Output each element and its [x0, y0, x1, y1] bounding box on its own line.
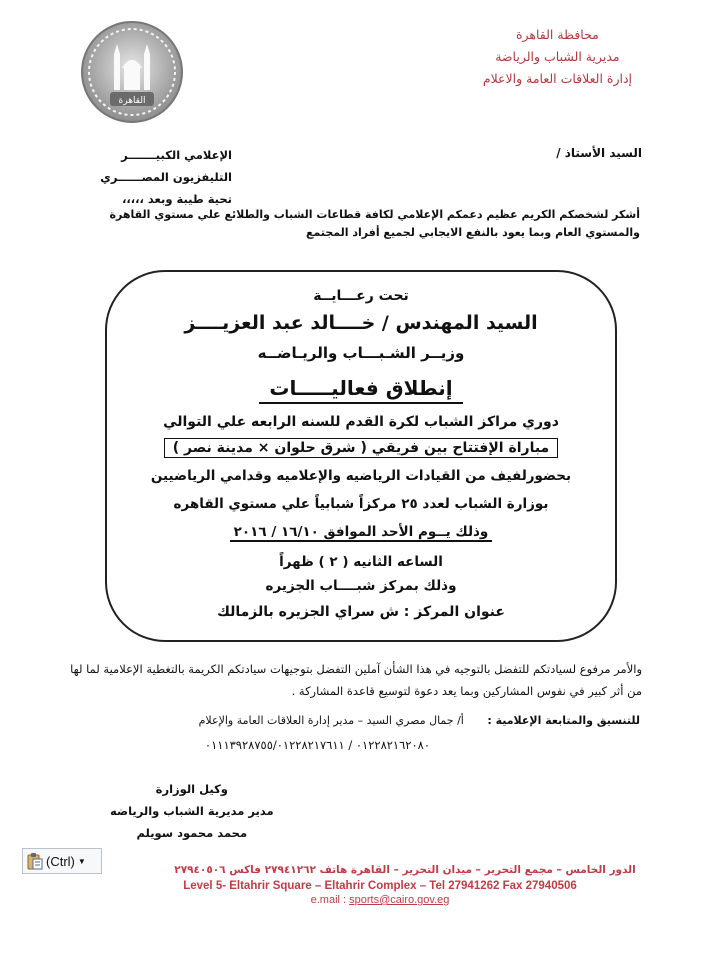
coordination-contact: أ/ جمال مصري السيد – مدير إدارة العلاقات العامة والإعلام — [198, 714, 464, 727]
directorate-name: مديرية الشباب والرياضة — [495, 49, 620, 64]
cairo-governorate-seal-logo — [80, 20, 184, 124]
email-link[interactable]: sports@cairo.gov.eg — [349, 894, 450, 906]
signature-block — [110, 778, 274, 844]
thanks-paragraph: أشكر لشخصكم الكريم عظيم دعمكم الإعلامي لكافة قطاعات الشباب والطلائع علي مستوي القاهرة والمستوي العام وبما يعود بالنفع الايجابي لجميع أفراد المجتمع — [109, 208, 640, 239]
addressee-name: الإعلامي الكبيـــــــر — [121, 148, 232, 162]
match-line — [107, 440, 615, 456]
ministry-line: بوزارة الشباب لعدد ٢٥ مركزاً شبابياً علي مستوي القاهره — [173, 496, 549, 512]
addressee-organization: التليفزيون المصــــــري — [100, 170, 232, 184]
time-line: الساعه الثانيه ( ٢ ) ظهراً — [279, 554, 443, 570]
paste-options-label: (Ctrl) — [46, 853, 75, 869]
launch-heading-text: إنطلاق فعاليـــــات — [259, 376, 462, 404]
event-announcement-box — [105, 270, 617, 642]
greeting: تحية طيبة وبعد ،،،،، — [122, 192, 232, 206]
footer-email-line — [40, 894, 720, 906]
match-line-text: مباراة الإفتتاح بين فريقي ( شرق حلوان × مدينة نصر ) — [164, 438, 558, 458]
phone-numbers: ٠١٢٢٨٢١٦٢٠٨٠ / ٠١١١٣٩٢٨٧٥٥/٠١٢٢٨٢١٧٦١١ — [204, 738, 430, 752]
salutation: السيد الأستاذ / — [556, 146, 642, 160]
signature-name: محمد محمود سويلم — [136, 826, 248, 840]
place-line: وذلك بمركز شبــــاب الجزيره — [265, 578, 457, 594]
under-patronage: تحت رعـــايــة — [313, 288, 409, 304]
coordination-line — [60, 714, 640, 727]
organization-header — [483, 24, 632, 90]
department-name: إدارة العلاقات العامة والاعلام — [482, 71, 632, 86]
patron-title: وزيــر الشـبـــاب والريـاضــه — [257, 344, 465, 362]
attendance-line: بحضورلفيف من القيادات الرياضيه والإعلاميه وقدامي الرياضيين — [150, 468, 572, 484]
date-line-text: وذلك يــوم الأحد الموافق ١٦/١٠ / ٢٠١٦ — [230, 524, 493, 542]
closing-paragraph: والأمر مرفوع لسيادتكم للتفضل بالتوجيه في هذا الشأن آملين التفضل بتوجيهات سيادتكم الكريمة بالتغطية الإعلامية لما لها من أثر كبير في نفوس المشاركين وبما يعد دعوة لتوسيع قاعدة المشاركة . — [70, 662, 642, 698]
footer-english-address: Level 5- Eltahrir Square – Eltahrir Complex – Tel 27941262 Fax 27940506 — [183, 880, 577, 892]
email-label: e.mail : — [310, 894, 347, 906]
footer-arabic-address: الدور الخامس – مجمع التحرير – ميدان التحرير – القاهرة هاتف ٢٧٩٤١٢٦٢ فاكس ٢٧٩٤٠٥٠٦ — [174, 864, 636, 876]
addressee-block — [42, 144, 232, 210]
coordination-label: للتنسيق والمتابعة الإعلامية : — [487, 714, 640, 727]
governorate-name: محافظة القاهرة — [515, 27, 599, 42]
address-line: عنوان المركز : ش سراي الجزيره بالزمالك — [217, 604, 505, 620]
launch-heading — [107, 376, 615, 400]
seal-lettering: القاهرة — [118, 96, 146, 106]
chevron-down-icon: ▼ — [77, 856, 86, 866]
league-line: دوري مراكز الشباب لكرة القدم للسنه الرابعه علي التوالي — [163, 414, 559, 430]
signature-role: مدير مديرية الشباب والرياضه — [110, 804, 274, 818]
signature-title: وكيل الوزارة — [155, 782, 228, 796]
footer — [0, 864, 720, 906]
patron-name: السيد المهندس / خــــالد عبد العزيــــز — [184, 312, 538, 334]
date-line — [107, 524, 615, 540]
